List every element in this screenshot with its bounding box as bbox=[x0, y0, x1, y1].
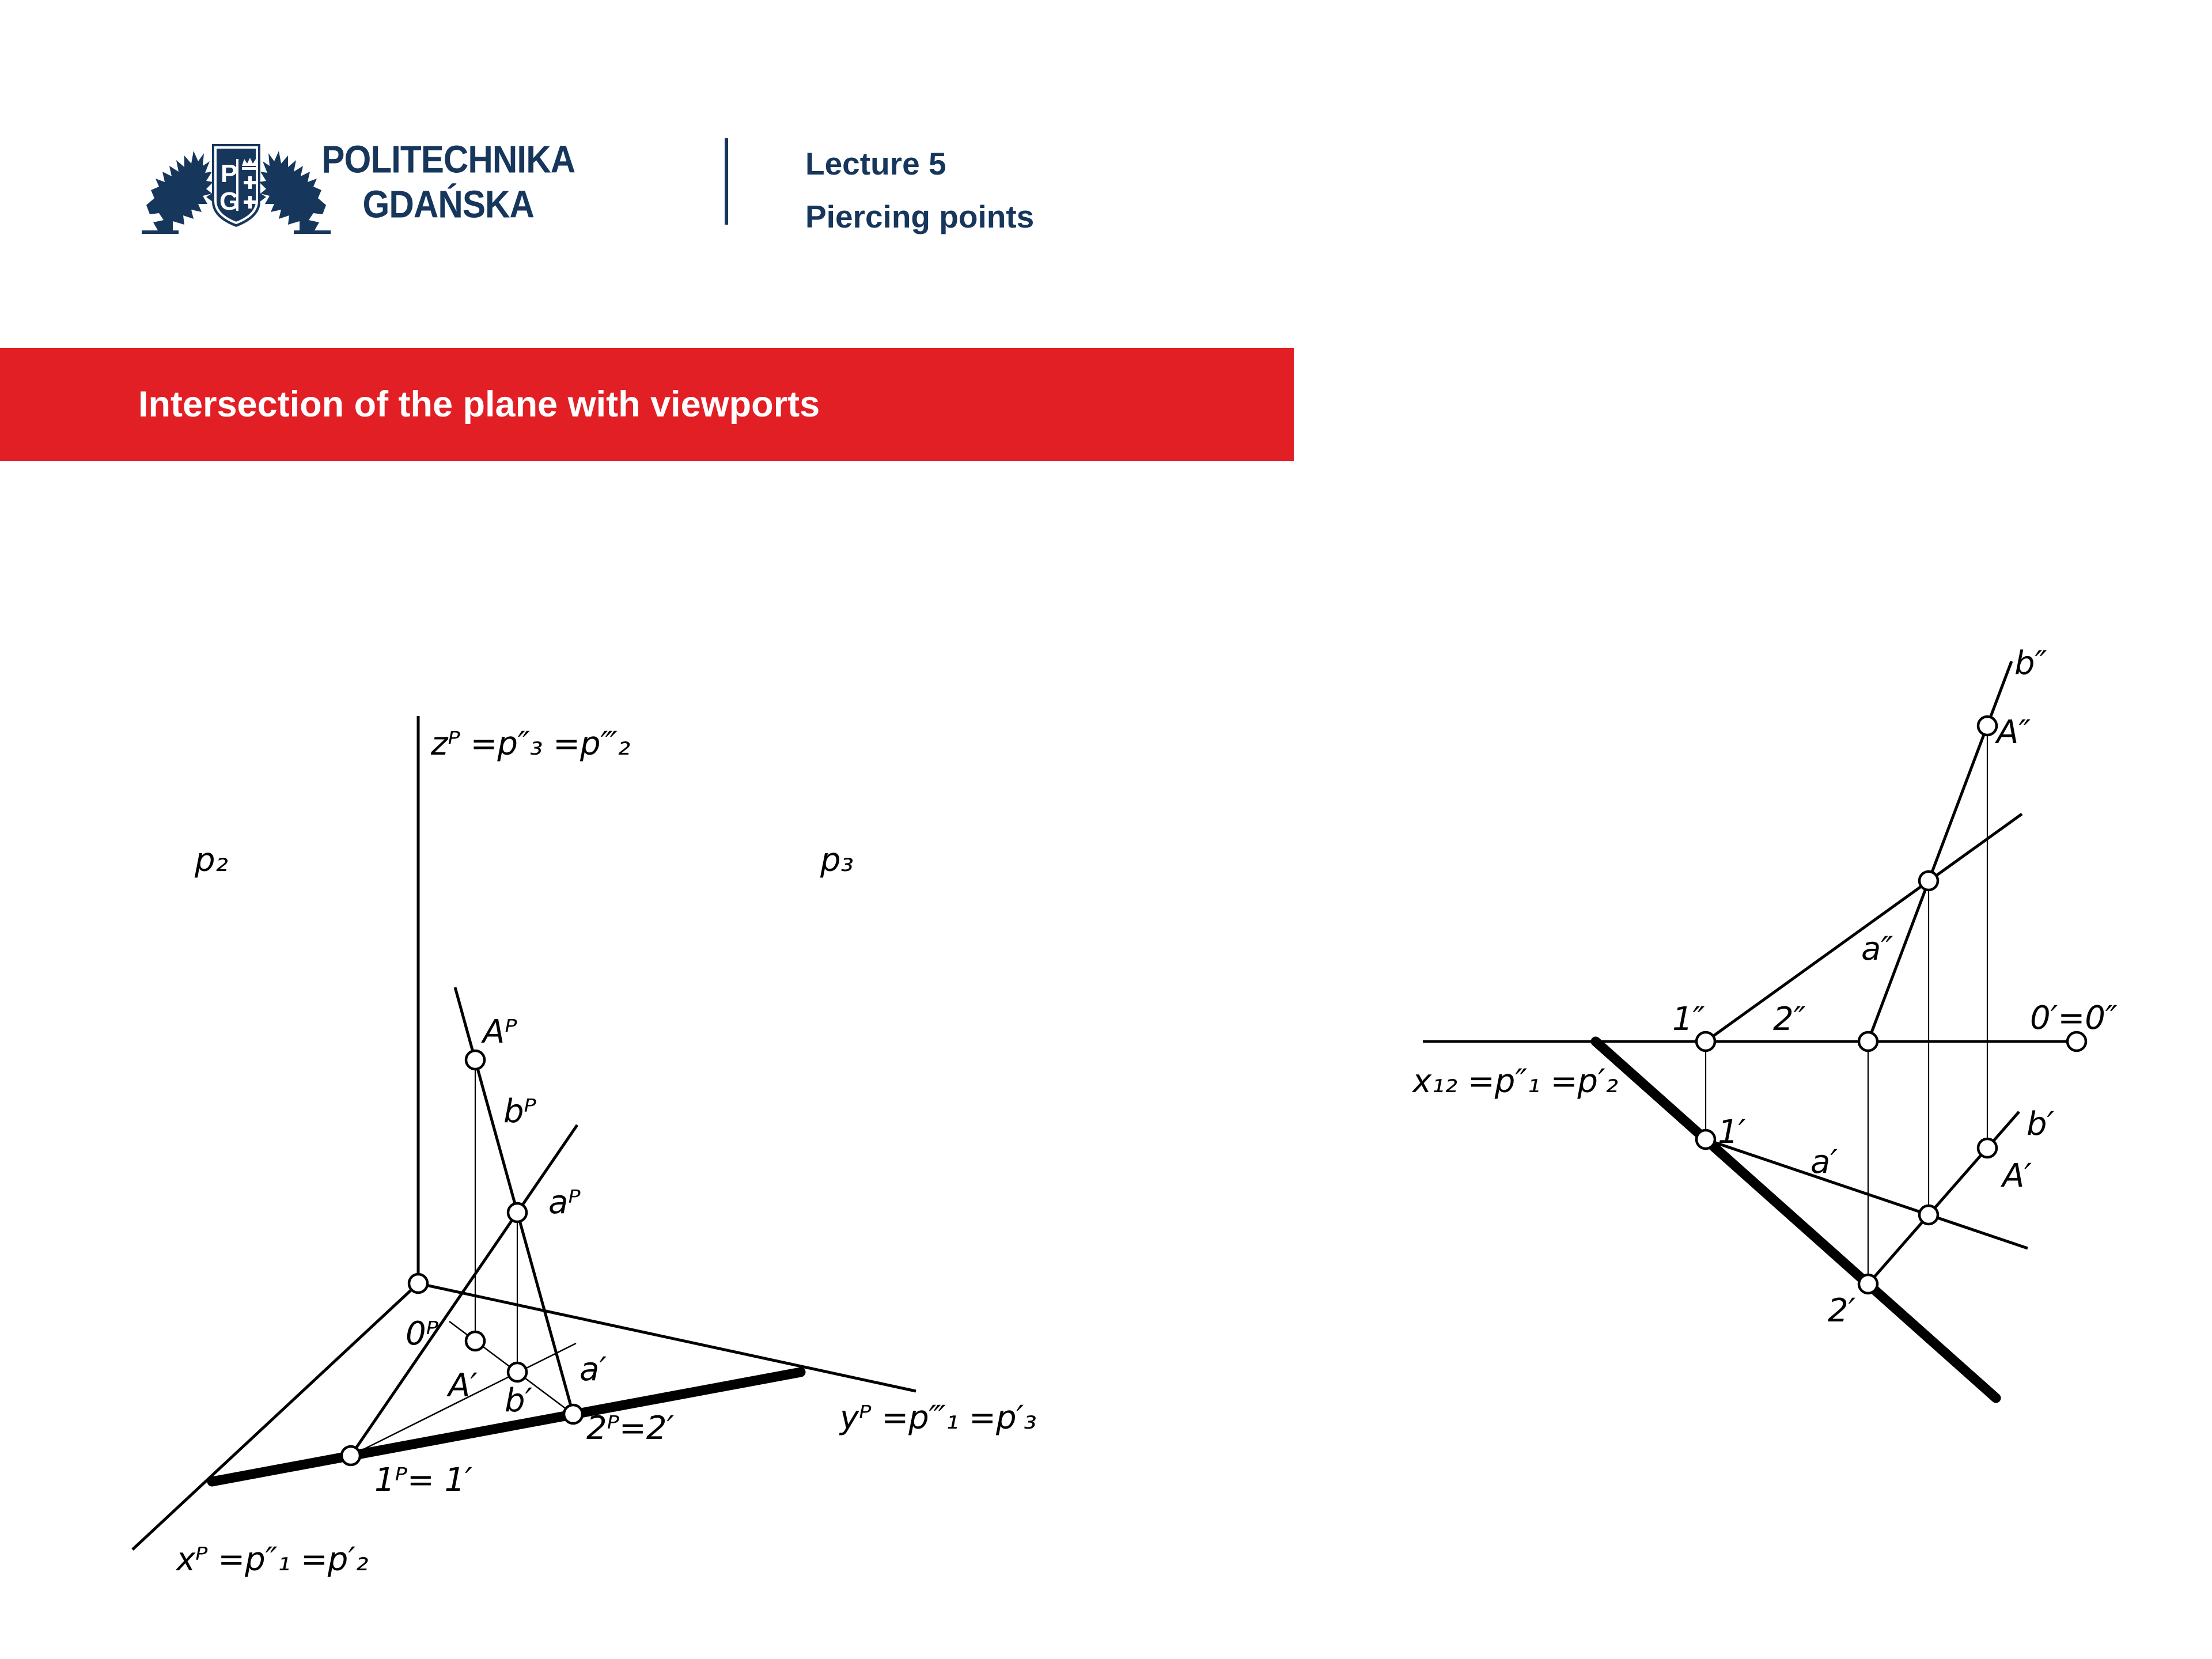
line-a-top-label: a′ bbox=[579, 1351, 607, 1388]
point-A-top-label: A′ bbox=[2002, 1157, 2032, 1195]
trace-point-1-front-label: 1″ bbox=[1672, 1001, 1705, 1038]
university-name-line2: GDAŃSKA bbox=[362, 183, 535, 226]
y-axis-label: yᴾ =p‴₁ =p′₃ bbox=[840, 1399, 1037, 1437]
line-b-top-label: b′ bbox=[2027, 1105, 2055, 1143]
lecture-number: Lecture 5 bbox=[805, 146, 946, 181]
crossing-point-front bbox=[1919, 872, 1938, 890]
trace-point-2-top-label: 2′ bbox=[1828, 1292, 1856, 1330]
line-a-view-label: aᴾ bbox=[548, 1184, 581, 1221]
x-axis-label: xᴾ =p″₁ =p′₂ bbox=[176, 1541, 369, 1578]
line-a-front-label: a″ bbox=[1861, 930, 1893, 968]
line-a-front-view bbox=[1706, 814, 2022, 1041]
university-name-line1: POLITECHNIKA bbox=[321, 138, 575, 181]
logo-letter-p: P bbox=[221, 160, 238, 188]
line-b-top-view bbox=[1868, 1112, 2019, 1284]
z-axis-label: zᴾ =p″₃ =p‴₂ bbox=[431, 725, 631, 763]
line-b-top-label: b′ bbox=[505, 1382, 533, 1419]
logo-letter-g: G bbox=[219, 187, 240, 215]
point-A-front-label: A″ bbox=[1997, 714, 2031, 751]
point-A-view-label: Aᴾ bbox=[483, 1013, 517, 1051]
origin-label: 0ᴾ bbox=[406, 1315, 438, 1353]
x12-axis-label: x₁₂ =p″₁ =p′₂ bbox=[1412, 1063, 1619, 1100]
slide-title: Intersection of the plane with viewports bbox=[138, 384, 820, 425]
line-b-front-label: b″ bbox=[2014, 645, 2047, 682]
trace-point-2-front-label: 2″ bbox=[1773, 1001, 1806, 1038]
plane2-label: p₂ bbox=[195, 842, 228, 879]
origin-point bbox=[409, 1274, 427, 1293]
point-A-top bbox=[466, 1332, 484, 1350]
point-A-top bbox=[1978, 1139, 1997, 1157]
crossing-point-top bbox=[1919, 1206, 1938, 1224]
trace-point-2-top bbox=[1859, 1275, 1877, 1293]
point-A-view bbox=[466, 1051, 484, 1069]
trace-point-1-label: 1ᴾ= 1′ bbox=[374, 1461, 472, 1499]
line-a-top-label: a′ bbox=[1810, 1143, 1838, 1181]
y-axis-line bbox=[418, 1283, 916, 1391]
trace-chord-line bbox=[351, 1412, 573, 1453]
x-axis-line bbox=[132, 1283, 418, 1550]
trace-point-1-top-label: 1′ bbox=[1718, 1113, 1746, 1151]
trace-point-1-top bbox=[1696, 1130, 1715, 1149]
origin-label: 0′=0″ bbox=[2030, 999, 2118, 1037]
line-b-view-label: bᴾ bbox=[503, 1093, 536, 1130]
lecture-topic: Piercing points bbox=[805, 199, 1035, 234]
trace-point-2-label: 2ᴾ=2′ bbox=[586, 1410, 675, 1447]
line-a-view bbox=[351, 1125, 577, 1456]
monge-diagram bbox=[1411, 645, 2118, 1398]
axonometric-diagram bbox=[132, 716, 1037, 1578]
trace-point-1 bbox=[342, 1446, 360, 1465]
trace-point-2-front bbox=[1859, 1032, 1877, 1051]
trace-point-2 bbox=[564, 1405, 582, 1423]
plane3-label: p₃ bbox=[820, 842, 854, 879]
point-A-top-label: A′ bbox=[448, 1367, 478, 1404]
crossing-point-view bbox=[508, 1203, 527, 1222]
point-A-front bbox=[1978, 717, 1997, 735]
crossing-point-top bbox=[508, 1363, 527, 1381]
